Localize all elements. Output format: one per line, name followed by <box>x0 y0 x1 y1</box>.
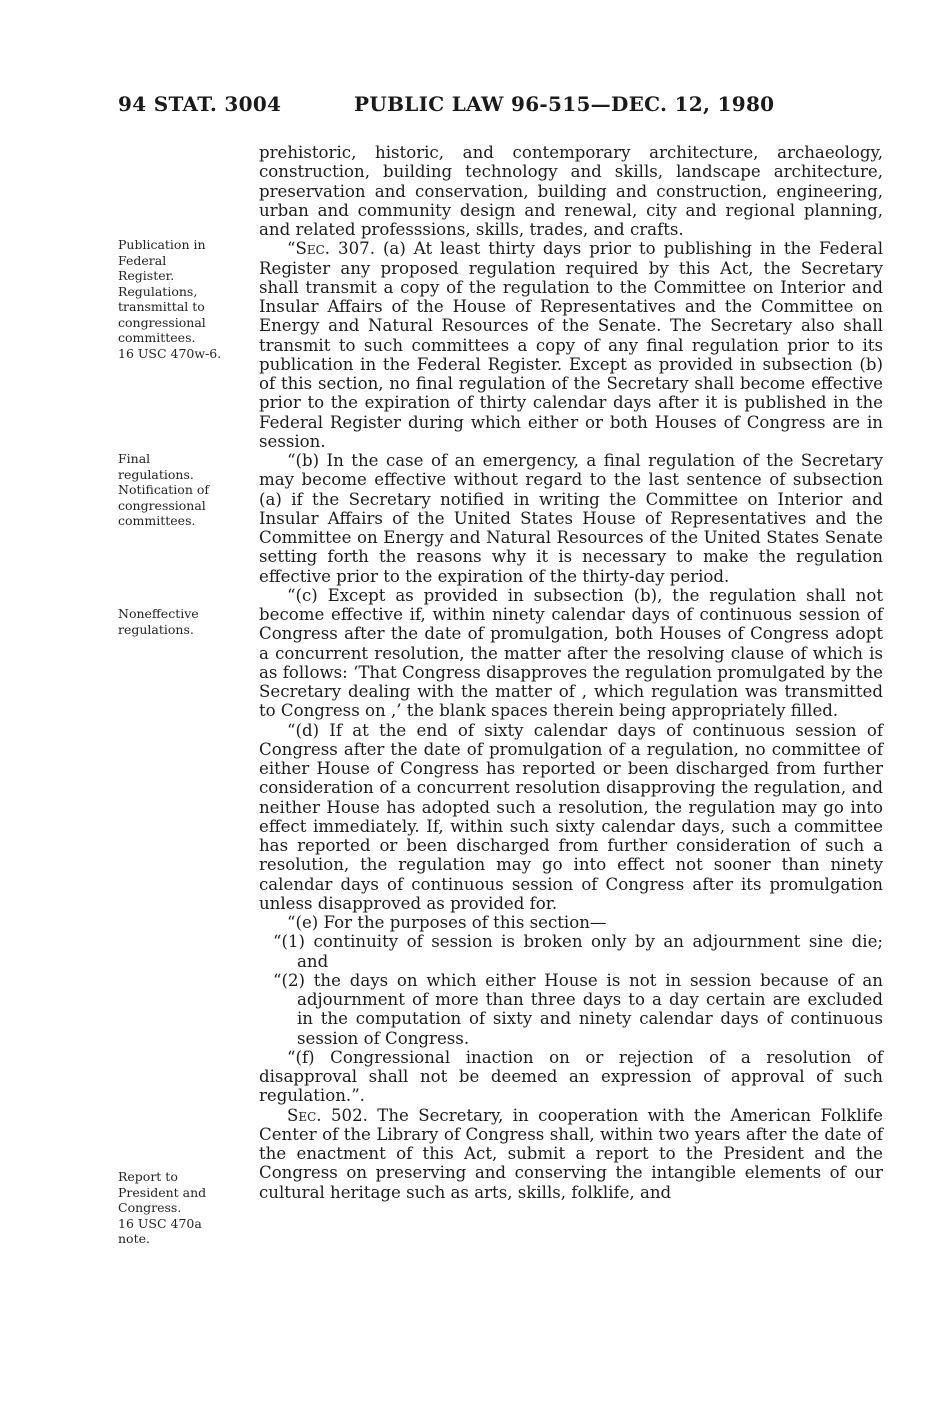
margin-note-line: 16 USC 470a <box>118 1215 202 1231</box>
paragraph-text: 502. The Secretary, in cooperation with the American Folklife Center of the Library of Congress shall, within two years after the date of the enactment of this Act, submit a report to the President and the Congress on preserving and conserving the intangible elements of our cultural heritage such as arts, skills, folklife, and <box>259 1105 883 1202</box>
margin-note-line: regulations. <box>118 621 194 637</box>
paragraph-sec-307-d <box>259 721 883 914</box>
margin-note-noneffective <box>118 606 248 637</box>
paragraph-sec-502 <box>259 1106 883 1202</box>
paragraph-sec-307-b <box>259 451 883 586</box>
paragraph-text: “(e) For the purposes of this section— <box>287 913 607 932</box>
margin-note-line: congressional <box>118 497 206 513</box>
paragraph-sec-307-e-2 <box>259 971 883 1048</box>
margin-note-line: Report to <box>118 1169 178 1184</box>
paragraph-sec-307-f <box>259 1048 883 1106</box>
paragraph-text: “(1) continuity of session is broken only by an adjournment sine die; and <box>273 932 883 971</box>
margin-note-line: Notification of <box>118 482 209 497</box>
margin-note-line: Noneffective <box>118 606 199 621</box>
margin-note-line: congressional <box>118 314 206 330</box>
margin-note-line: Register. <box>118 268 175 283</box>
paragraph-text: “(f) Congressional inaction on or rejection of a resolution of disapproval shall not be deemed an expression of approval of such regulation.”. <box>259 1047 883 1106</box>
paragraph-professions <box>259 143 883 239</box>
statute-page-number: 94 STAT. 3004 <box>118 92 282 116</box>
margin-note-line: Federal <box>118 252 167 268</box>
margin-note-final-regulations <box>118 451 248 529</box>
paragraph-text: “(d) If at the end of sixty calendar days of continuous session of Congress after the date of promulgation of a regulation, no committee of either House of Congress has reported or been discharged from further consideration of a concurrent resolution disapproving the regulation, and neither House has adopted such a resolution, the regulation may go into effect immediately. If, within such sixty calendar days, such a committee has reported or been discharged from further consideration of such a resolution, the regulation may go into effect not sooner than ninety calendar days of continuous session of Congress after its promulgation unless disapproved as provided for. <box>259 720 883 913</box>
paragraph-sec-307-e <box>259 913 883 932</box>
paragraph-sec-307-a <box>259 239 883 451</box>
margin-note-line: committees. <box>118 330 196 345</box>
statute-body <box>259 143 883 1202</box>
paragraph-text: “(c) Except as provided in subsection (b), the regulation shall not become effective if, within ninety calendar days of continuous session of Congress after the date of promulgation, both Houses of Congress adopt a concurrent resolution, the matter after the resolving clause of which is as follows: ‘That Congress disapproves the regulation promulgated by the Secretary dealing with the matter of , which regulation was transmitted to Congress on ,’ the blank spaces therein being appropriately filled. <box>259 585 883 721</box>
paragraph-text: “(b) In the case of an emergency, a final regulation of the Secretary may become effective without regard to the last sentence of subsection (a) if the Secretary notified in writing the Committee on Interior and Insular Affairs of the United States House of Representatives and the Committee on Energy and Natural Resources of the United States Senate setting forth the reasons why it is necessary to make the regulation effective prior to the expiration of the thirty-day period. <box>259 451 883 586</box>
margin-note-line: 16 USC 470w-6. <box>118 345 222 361</box>
paragraph-sec-307-c <box>259 586 883 721</box>
running-header-title: PUBLIC LAW 96-515—DEC. 12, 1980 <box>354 92 775 116</box>
margin-note-line: Regulations, <box>118 283 198 299</box>
margin-note-line: Final <box>118 451 151 466</box>
margin-note-publication <box>118 237 248 361</box>
margin-note-line: committees. <box>118 513 196 528</box>
margin-note-report <box>118 1169 248 1247</box>
section-prefix: “Sec. <box>287 239 331 259</box>
margin-note-line: Publication in <box>118 237 206 252</box>
paragraph-text: prehistoric, historic, and contemporary architecture, archaeology, construction, building technology and skills, landscape architecture, preservation and conservation, building and construction, engineering, urban and community design and renewal, city and regional planning, and related professsions, skills, trades, and crafts. <box>259 143 883 239</box>
section-prefix: Sec. <box>287 1105 322 1125</box>
paragraph-sec-307-e-1 <box>259 932 883 971</box>
paragraph-text: “(2) the days on which either House is not in session because of an adjournment of more than three days to a day certain are excluded in the computation of sixty and ninety calendar days of continuous session of Congress. <box>273 970 883 1048</box>
margin-note-line: President and <box>118 1184 207 1200</box>
margin-note-line: Congress. <box>118 1200 182 1215</box>
margin-note-line: transmittal to <box>118 299 205 314</box>
paragraph-text: 307. (a) At least thirty days prior to publishing in the Federal Register any proposed regulation required by this Act, the Secretary shall transmit a copy of the regulation to the Committee on Interior and Insular Affairs of the House of Representatives and the Committee on Energy and Natural Resources of the Senate. The Secretary also shall transmit to such committees a copy of any final regulation prior to its publication in the Federal Register. Except as provided in subsection (b) of this section, no final regulation of the Secretary shall become effective prior to the expiration of thirty calendar days after it is published in the Federal Register during which either or both Houses of Congress are in session. <box>259 239 883 451</box>
margin-note-line: note. <box>118 1231 150 1246</box>
margin-note-line: regulations. <box>118 466 194 482</box>
